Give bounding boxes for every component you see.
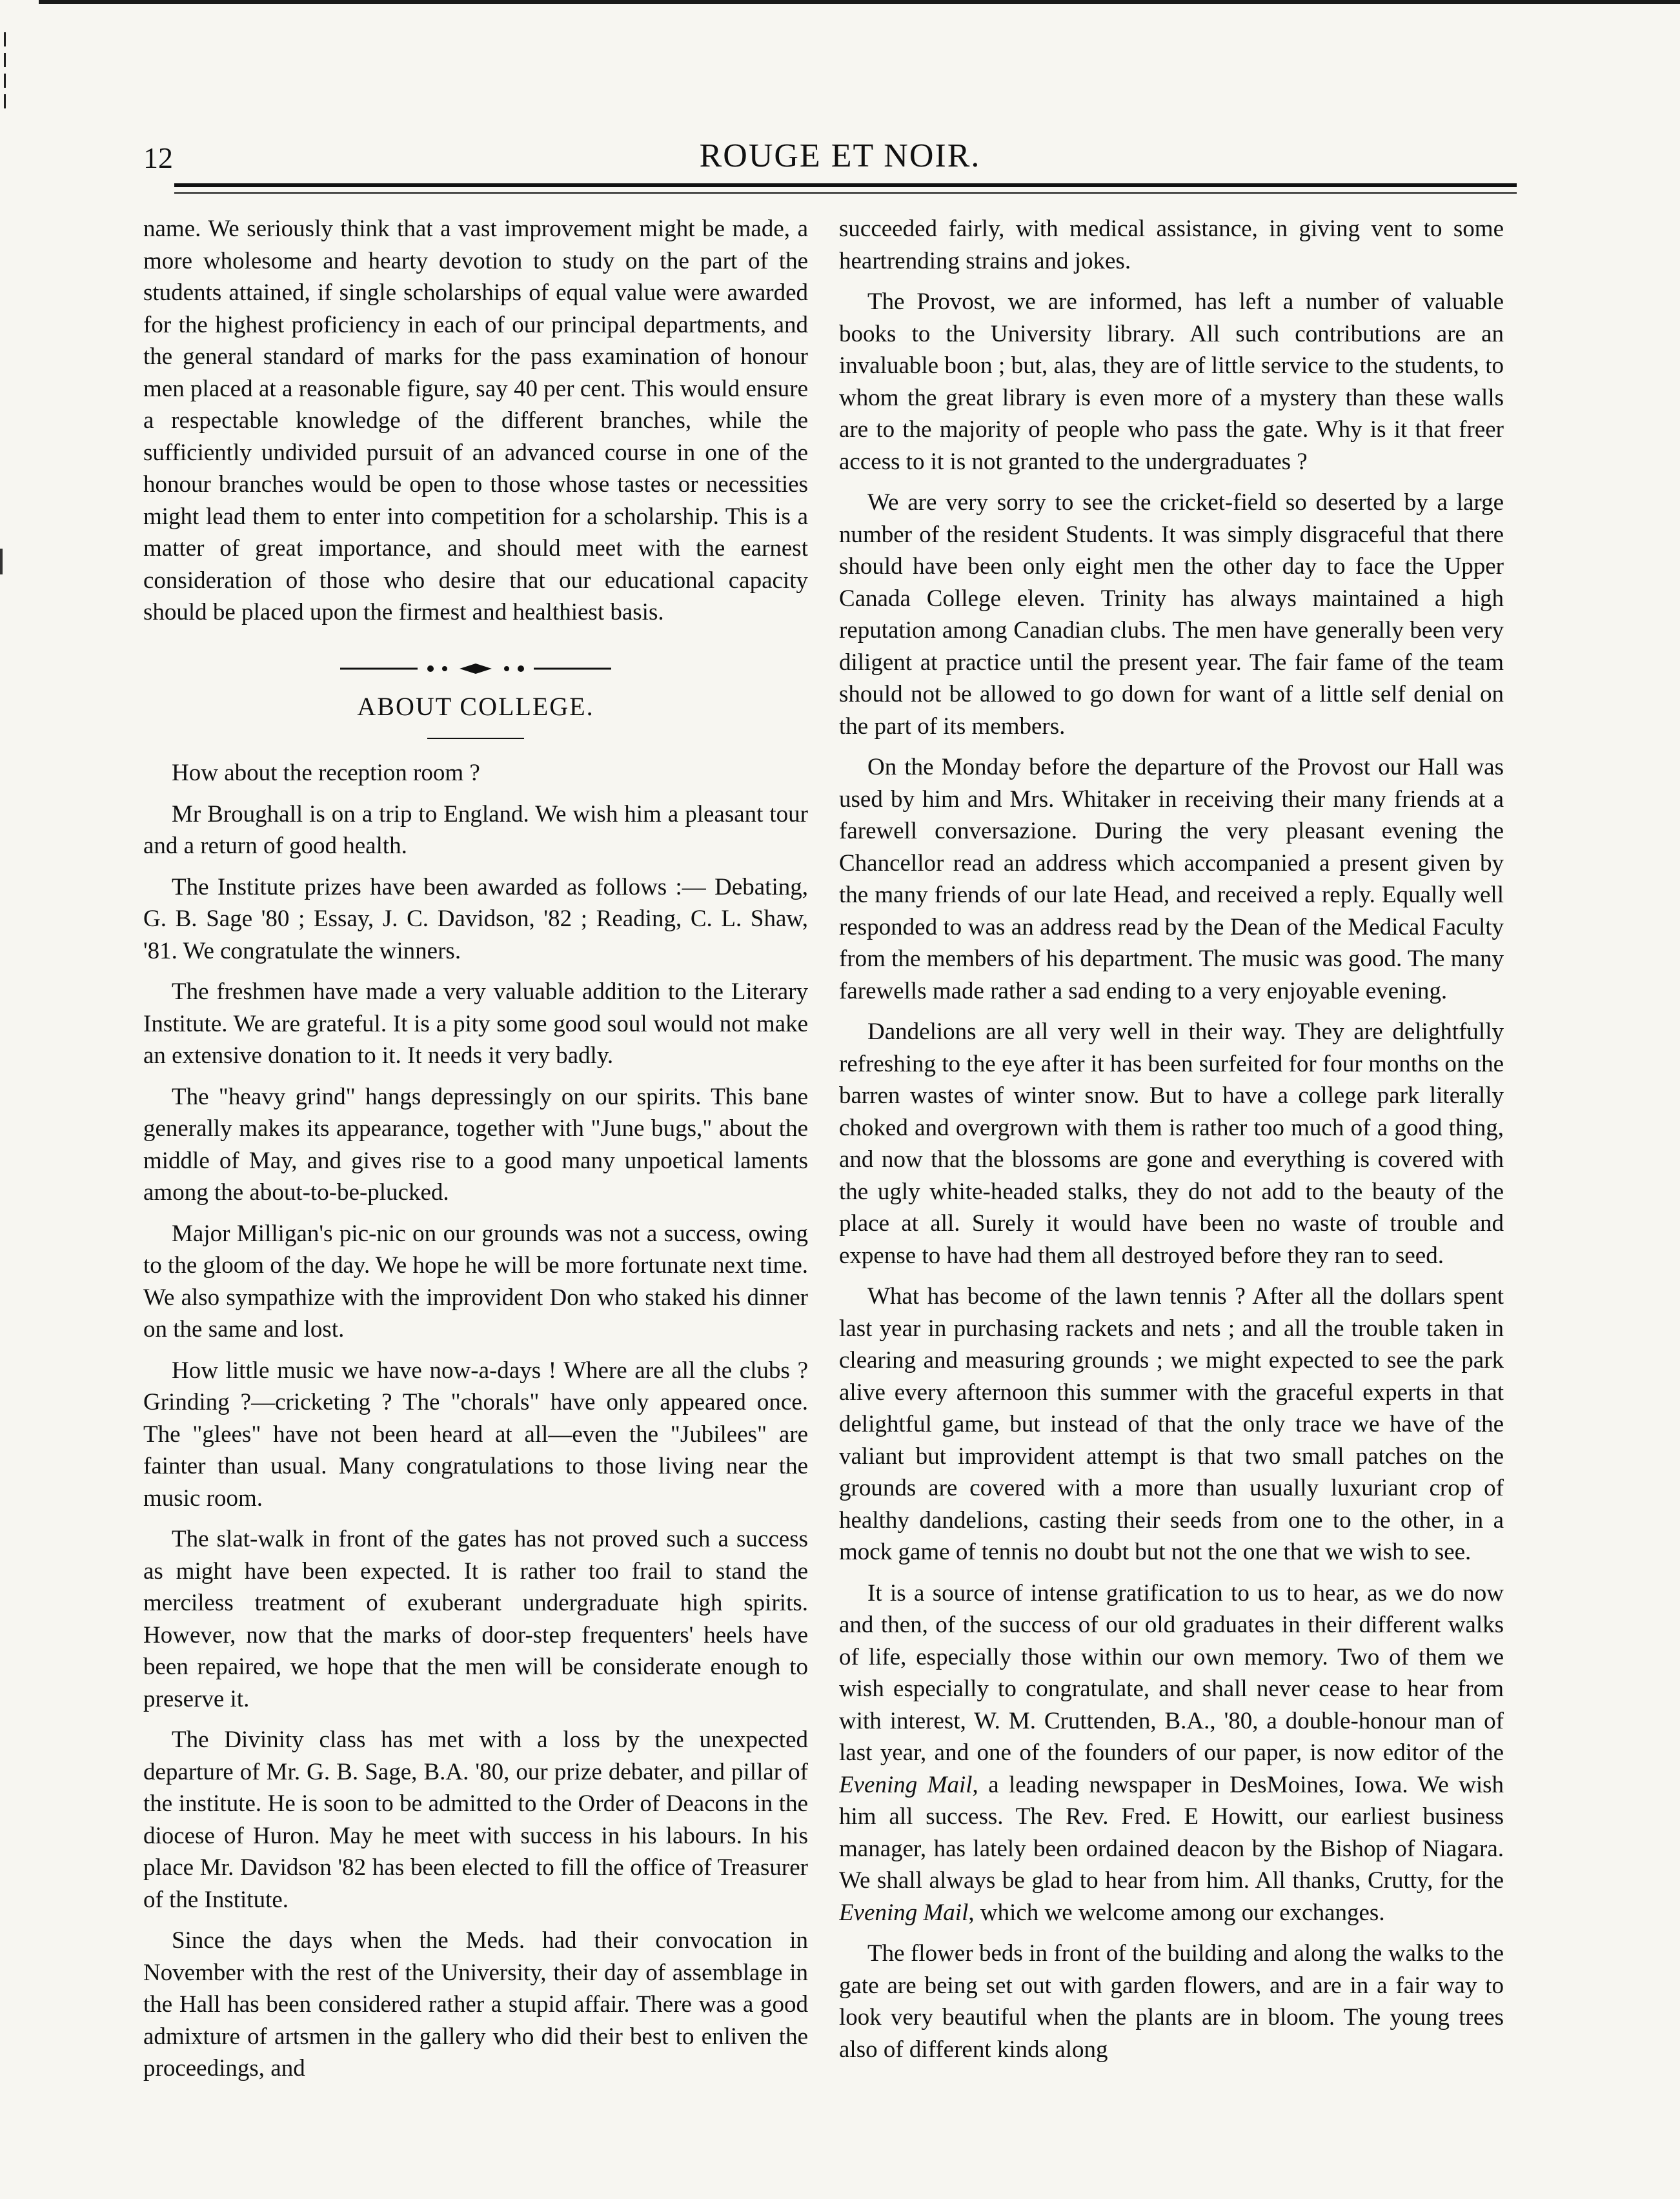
paragraph: succeeded fairly, with medical assistance, in giving vent to some heartrending strains and jokes. xyxy=(839,216,1504,274)
paragraph: The "heavy grind" hangs depressingly on our spirits. This bane generally makes its appearance, together with "June bugs," about the middle of May, and gives rise to a good many unpoetical laments among the about-to-be-plucked. xyxy=(143,1083,808,1206)
paragraph: What has become of the lawn tennis ? After all the dollars spent last year in purchasing rackets and nets ; and all the trouble taken in clearing and measuring grounds ; we might expected to see the park alive every afternoon this summer with the graceful experts in that delightful game, but instead of that the only trace we have of the valiant but improvident attempt is that two small patches on the grounds are covered with a more than usually luxuriant crop of healthy dandelions, casting their seeds from one to the other, in a mock game of tennis no doubt but not the one that we wish to see. xyxy=(839,1283,1504,1565)
text-run: It is a source of intense gratification to us to hear, as we do now and then, of the success of our old graduates in their different walks of life, especially those within our own memory. Two of them we wish especially to congratulate, and shall never cease to hear from with interest, W. M. Cruttenden, B.A., '80, a double-honour man of last year, and one of the founders of our paper, is now editor of the xyxy=(839,1579,1504,1766)
paragraph: The freshmen have made a very valuable addition to the Literary Institute. We are grateful. It is a pity some good soul would not make an extensive donation to it. It needs it very badly. xyxy=(143,978,808,1069)
header-rule-thick xyxy=(174,183,1517,187)
paragraph: name. We seriously think that a vast improvement might be made, a more wholesome and hearty devotion to study on the part of the students attained, if single scholarships of equal value were awarded for the highest proficiency in each of our principal departments, and the general standard of marks for the pass examination of honour men placed at a reasonable figure, say 40 per cent. This would ensure a respectable knowledge of the different branches, while the sufficiently undivided pursuit of an advanced course in one of the honour branches would be open to those whose tastes or necessities might lead them to enter into competition for a scholarship. This is a matter of great importance, and should meet with the earnest consideration of those who desire that our educational capacity should be placed upon the firmest and healthiest basis. xyxy=(143,216,808,625)
paragraph: The Provost, we are informed, has left a number of valuable books to the University library. All such contributions are an invaluable boon ; but, alas, they are of little service to the students, to whom the great library is even more of a mystery than these walls are to the majority of people who pass the gate. Why is it that freer access to it is not granted to the undergraduates ? xyxy=(839,289,1504,475)
paragraph: On the Monday before the departure of the Provost our Hall was used by him and Mrs. Whitaker in receiving their many friends at a farewell conversazione. During the very pleasant evening the Chancellor read an address which accompanied a present given by the many friends of our late Head, and received a reply. Equally well responded to was an address read by the Dean of the Medical Faculty from the members of his department. The music was good. The many farewells made rather a sad ending to a very enjoyable evening. xyxy=(839,754,1504,1004)
paragraph: How little music we have now-a-days ! Where are all the clubs ? Grinding ?—cricketing ? The "chorals" have only appeared once. The "glees" have not been heard at all—even the "Jubilees" are fainter than usual. Many congratulations to those living near the music room. xyxy=(143,1357,808,1512)
paragraph: The slat-walk in front of the gates has not proved such a success as might have been expected. It is rather too frail to stand the merciless treatment of exuberant undergraduate high spirits. However, now that the marks of door-step frequenters' heels have been repaired, we hope that the men will be considerate enough to preserve it. xyxy=(143,1526,808,1712)
scan-edge-marks xyxy=(0,26,13,142)
paragraph: We are very sorry to see the cricket-field so deserted by a large number of the resident Students. It was simply disgraceful that there should have been only eight men the other day to face the Upper Canada College eleven. Trinity has always maintained a high reputation among Canadian clubs. The men have generally been very diligent at practice until the present year. The fair fame of the team should not be allowed to go down for want of a little self denial on the part of its members. xyxy=(839,489,1504,740)
section-divider-ornament xyxy=(143,653,808,669)
text-run: , a leading newspaper in DesMoines, Iowa. We wish him all success. The Rev. Fred. E Howitt, our earliest business manager, has lately been ordained deacon by the Bishop of Niagara. We shall always be glad to hear from him. All thanks, Crutty, for the xyxy=(839,1771,1504,1894)
text-run: , which we welcome among our exchanges. xyxy=(968,1899,1385,1926)
page-number: 12 xyxy=(143,141,173,174)
paragraph: The Divinity class has met with a loss by the unexpected departure of Mr. G. B. Sage, B.A. '80, our prize debater, and pillar of the institute. He is soon to be admitted to the Order of Deacons in the diocese of Huron. May he meet with success in his labours. In his place Mr. Davidson '82 has been elected to fill the office of Treasurer of the Institute. xyxy=(143,1727,808,1913)
right-column xyxy=(839,213,1504,2169)
newspaper-title: Evening Mail xyxy=(839,1771,973,1798)
newspaper-title: Evening Mail xyxy=(839,1899,969,1926)
section-title-rule xyxy=(427,738,524,739)
scan-top-border xyxy=(39,0,1680,4)
paragraph-graduates xyxy=(839,1577,1504,1929)
paragraph: Since the days when the Meds. had their convocation in November with the rest of the University, their day of assemblage in the Hall has been considered rather a stupid affair. There was a good admixture of artsmen in the gallery who did their best to enliven the proceedings, and xyxy=(143,1927,808,2082)
paragraph: How about the reception room ? xyxy=(172,760,480,786)
paragraph: Dandelions are all very well in their way. They are delightfully refreshing to the eye after it has been surfeited for four months on the barren wastes of winter snow. But to have a college park literally choked and overgrown with them is rather too much of a good thing, and now that the blossoms are gone and everything is covered with the ugly white-headed stalks, they do not add to the beauty of the place at all. Surely it would have been no waste of trouble and expense to have had them all destroyed before they ran to seed. xyxy=(839,1018,1504,1269)
paragraph: Mr Broughall is on a trip to England. We wish him a pleasant tour and a return of good health. xyxy=(143,800,808,859)
header-rule-thin xyxy=(174,192,1517,194)
running-head: ROUGE ET NOIR. xyxy=(699,137,981,174)
paragraph: Major Milligan's pic-nic on our grounds was not a success, owing to the gloom of the day. We hope he will be more fortunate next time. We also sympathize with the improvident Don who staked his dinner on the same and lost. xyxy=(143,1220,808,1343)
scan-edge-mark xyxy=(0,549,3,574)
paragraph: The flower beds in front of the building and along the walks to the gate are being set out with garden flowers, and are in a fair way to look very beautiful when the plants are in bloom. The young trees also of different kinds along xyxy=(839,1940,1504,2063)
section-title: ABOUT COLLEGE. xyxy=(357,691,594,721)
left-column xyxy=(143,213,808,2169)
paragraph: The Institute prizes have been awarded as follows :— Debating, G. B. Sage '80 ; Essay, J. C. Davidson, '82 ; Reading, C. L. Shaw, '81. We congratulate the winners. xyxy=(143,873,808,964)
